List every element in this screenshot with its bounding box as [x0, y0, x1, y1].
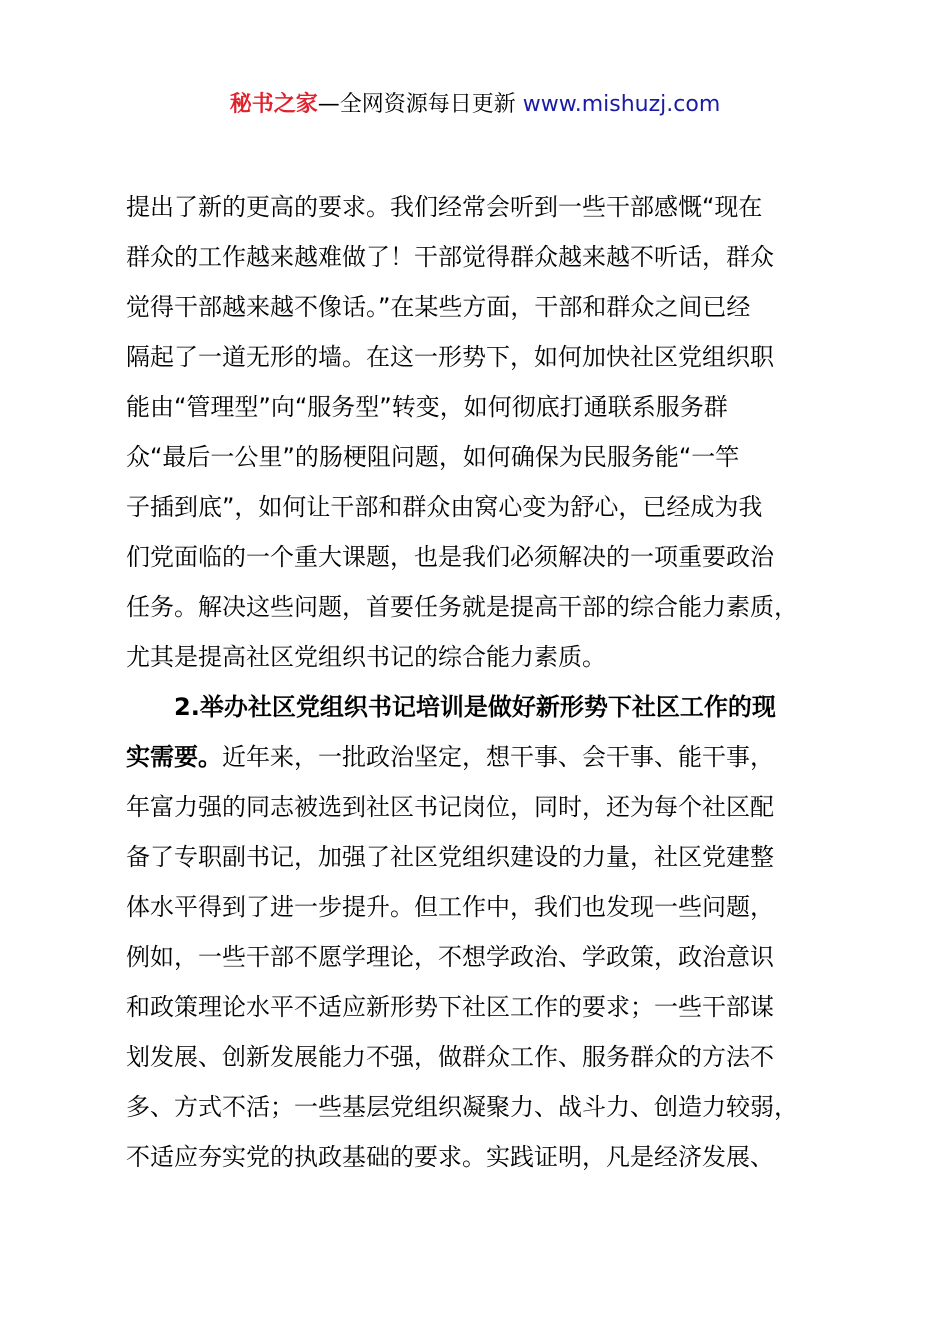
header-brand: 秘书之家 — [229, 92, 318, 117]
section-heading: 2.举办社区党组织书记培训是做好新形势下社区工作的现 — [174, 693, 776, 721]
paragraph-line: 觉得干部越来越不像话。”在某些方面，干部和群众之间已经 — [126, 293, 751, 321]
paragraph-line: 例如，一些干部不愿学理论，不想学政治、学政策，政治意识 — [126, 943, 774, 971]
paragraph-line: 子插到底”，如何让干部和群众由窝心变为舒心，已经成为我 — [126, 493, 763, 521]
body-text — [126, 182, 846, 1182]
header-tagline: —全网资源每日更新 — [317, 92, 516, 117]
paragraph-line: 隔起了一道无形的墙。在这一形势下，如何加快社区党组织职 — [126, 343, 774, 371]
paragraph-line: 体水平得到了进一步提升。但工作中，我们也发现一些问题， — [126, 893, 774, 921]
paragraph-line: 不适应夯实党的执政基础的要求。实践证明，凡是经济发展、 — [126, 1143, 774, 1171]
paragraph-line: 提出了新的更高的要求。我们经常会听到一些干部感慨“现在 — [126, 193, 763, 221]
paragraph-line: 多、方式不活；一些基层党组织凝聚力、战斗力、创造力较弱， — [126, 1093, 798, 1121]
section-heading-end: 实需要。 — [126, 743, 222, 771]
paragraph-line: 和政策理论水平不适应新形势下社区工作的要求；一些干部谋 — [126, 993, 774, 1021]
paragraph-line: 们党面临的一个重大课题，也是我们必须解决的一项重要政治 — [126, 543, 774, 571]
page-header — [0, 88, 950, 122]
paragraph-line: 能由“管理型”向“服务型”转变，如何彻底打通联系服务群 — [126, 393, 728, 421]
paragraph-line: 群众的工作越来越难做了！干部觉得群众越来越不听话，群众 — [126, 243, 774, 271]
paragraph-line: 任务。解决这些问题，首要任务就是提高干部的综合能力素质， — [126, 593, 798, 621]
paragraph-line: 年富力强的同志被选到社区书记岗位，同时，还为每个社区配 — [126, 793, 774, 821]
paragraph-line: 众“最后一公里”的肠梗阻问题，如何确保为民服务能“一竿 — [126, 443, 740, 471]
paragraph-line: 尤其是提高社区党组织书记的综合能力素质。 — [126, 643, 606, 671]
paragraph-line: 划发展、创新发展能力不强，做群众工作、服务群众的方法不 — [126, 1043, 774, 1071]
section-heading-continuation — [126, 732, 846, 782]
paragraph-line-start: 近年来，一批政治坚定，想干事、会干事、能干事， — [222, 743, 774, 771]
paragraph-line: 备了专职副书记，加强了社区党组织建设的力量，社区党建整 — [126, 843, 774, 871]
header-site-url: www.mishuzj.com — [515, 92, 721, 117]
